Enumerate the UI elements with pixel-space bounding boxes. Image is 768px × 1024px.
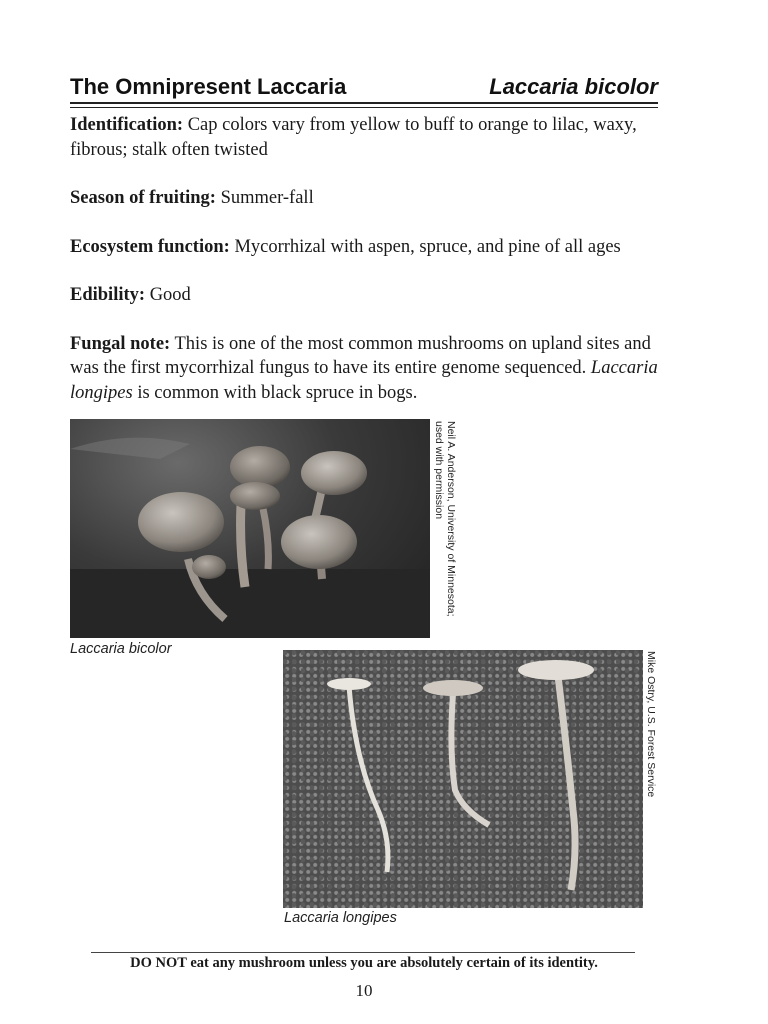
- fungal-note-paragraph: [70, 332, 660, 406]
- photo2-caption: Laccaria longipes: [284, 910, 397, 926]
- laccaria-bicolor-illustration: [70, 419, 430, 638]
- identification-paragraph: [70, 113, 660, 162]
- edibility-text: Good: [145, 285, 191, 305]
- species-name: Laccaria bicolor: [489, 74, 658, 99]
- safety-warning: DO NOT eat any mushroom unless you are absolutely certain of its identity.: [130, 955, 598, 971]
- photo1-caption: Laccaria bicolor: [70, 641, 172, 657]
- season-text: Summer-fall: [215, 188, 314, 208]
- edibility-paragraph: [70, 283, 660, 308]
- fungal-note-label: Fungal note:: [70, 333, 171, 354]
- ecosystem-label: Ecosystem function:: [70, 236, 230, 257]
- description: [70, 113, 660, 429]
- laccaria-longipes-illustration: [283, 650, 643, 908]
- identification-text: Cap colors vary from yellow to buff to orange to lilac, waxy, fibrous; stalk often twisted: [70, 115, 637, 160]
- photo1-credit-line1: Neil A. Anderson, University of Minnesota;: [445, 421, 457, 617]
- fungal-note-species: Laccaria longipes: [70, 358, 658, 403]
- edibility-label: Edibility:: [70, 285, 146, 305]
- identification-label: Identification:: [70, 115, 184, 135]
- laccaria-bicolor-photo: [70, 419, 430, 638]
- header-rule-thin: [70, 107, 658, 108]
- photo1-credit: [433, 421, 457, 617]
- photo2-credit: Mike Ostry, U.S. Forest Service: [645, 651, 657, 798]
- footer-rule: [91, 952, 635, 953]
- fungal-note-text-after: is common with black spruce in bogs.: [132, 382, 418, 403]
- ecosystem-paragraph: [70, 235, 660, 260]
- header-rule-thick: [70, 102, 658, 104]
- ecosystem-text: Mycorrhizal with aspen, spruce, and pine of all ages: [229, 236, 621, 257]
- laccaria-longipes-photo: [283, 650, 643, 908]
- page-title: The Omnipresent Laccaria: [70, 74, 347, 99]
- page-number: 10: [355, 981, 373, 1000]
- season-paragraph: [70, 186, 660, 211]
- season-label: Season of fruiting:: [70, 188, 216, 208]
- fungal-note-text-before: This is one of the most common mushrooms on upland sites and was the first mycorrhizal fungus to have its entire genome sequenced.: [70, 333, 651, 378]
- photo1-credit-line2: used with permission: [433, 421, 445, 520]
- page-header: [70, 72, 658, 102]
